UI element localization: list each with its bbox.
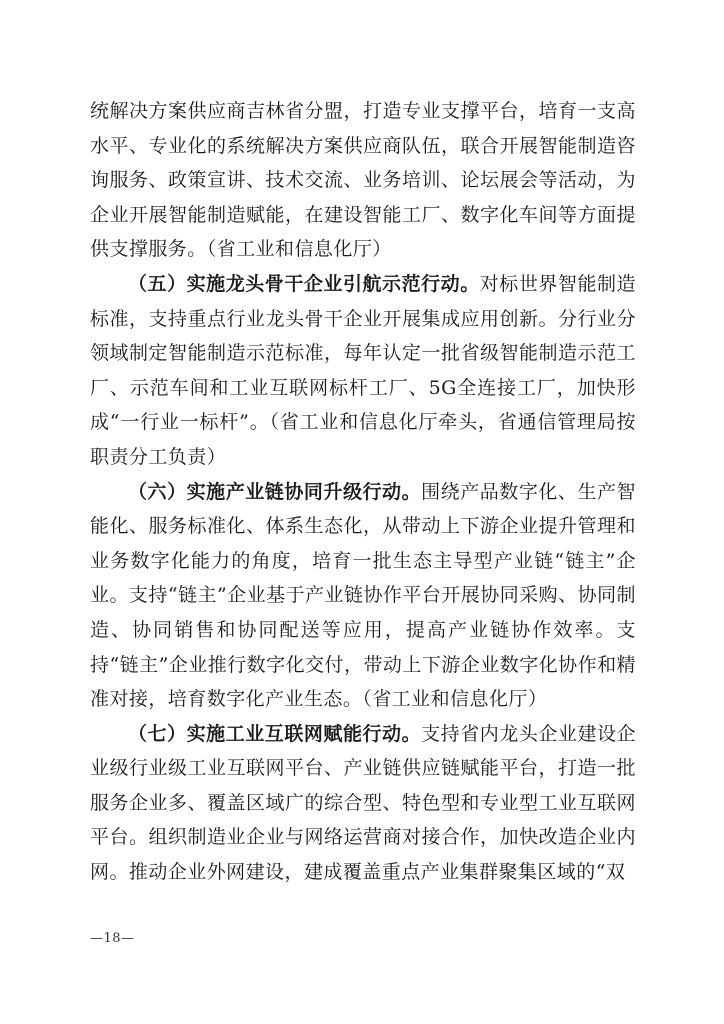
paragraph-section-5 bbox=[90, 267, 636, 475]
paragraph-text: 统解决方案供应商吉林省分盟，打造专业支撑平台，培育一支高水平、专业化的系统解决方案供应商队伍，联合开展智能制造咨询服务、政策宣讲、技术交流、业务培训、论坛展会等活动，为企业开展智能制造赋能，在建设智能工厂、数字化车间等方面提供支撑服务。（省工业和信息化厅） bbox=[90, 100, 636, 261]
section-heading-7: （七）实施工业互联网赋能行动。 bbox=[128, 722, 422, 745]
paragraph-continued bbox=[90, 94, 636, 267]
paragraph-section-7 bbox=[90, 717, 636, 890]
paragraph-section-6 bbox=[90, 475, 636, 717]
section-heading-5: （五）实施龙头骨干企业引航示范行动。 bbox=[128, 272, 480, 295]
paragraph-text: 围绕产品数字化、生产智能化、服务标准化、体系生态化，从带动上下游企业提升管理和业务数字化能力的角度，培育一批生态主导型产业链“链主”企业。支持“链主”企业基于产业链协作平台开展协同采购、协同制造、协同销售和协同配送等应用，提高产业链协作效率。支持“链主”企业推行数字化交付，带动上下游企业数字化协作和精准对接，培育数字化产业生态。（省工业和信息化厅） bbox=[90, 480, 636, 711]
paragraph-text: 对标世界智能制造标准，支持重点行业龙头骨干企业开展集成应用创新。分行业分领域制定智能制造示范标准，每年认定一批省级智能制造示范工厂、示范车间和工业互联网标杆工厂、5G全连接工厂，加快形成“一行业一标杆”。（省工业和信息化厅牵头，省通信管理局按职责分工负责） bbox=[90, 272, 636, 468]
page-number: —18— bbox=[90, 931, 135, 946]
section-heading-6: （六）实施产业链协同升级行动。 bbox=[128, 480, 422, 503]
paragraph-text: 支持省内龙头企业建设企业级行业级工业互联网平台、产业链供应链赋能平台，打造一批服务企业多、覆盖区域广的综合型、特色型和专业型工业互联网平台。组织制造业企业与网络运营商对接合作，加快改造企业内网。推动企业外网建设，建成覆盖重点产业集群聚集区域的“双 bbox=[90, 722, 636, 884]
document-body bbox=[90, 94, 636, 890]
